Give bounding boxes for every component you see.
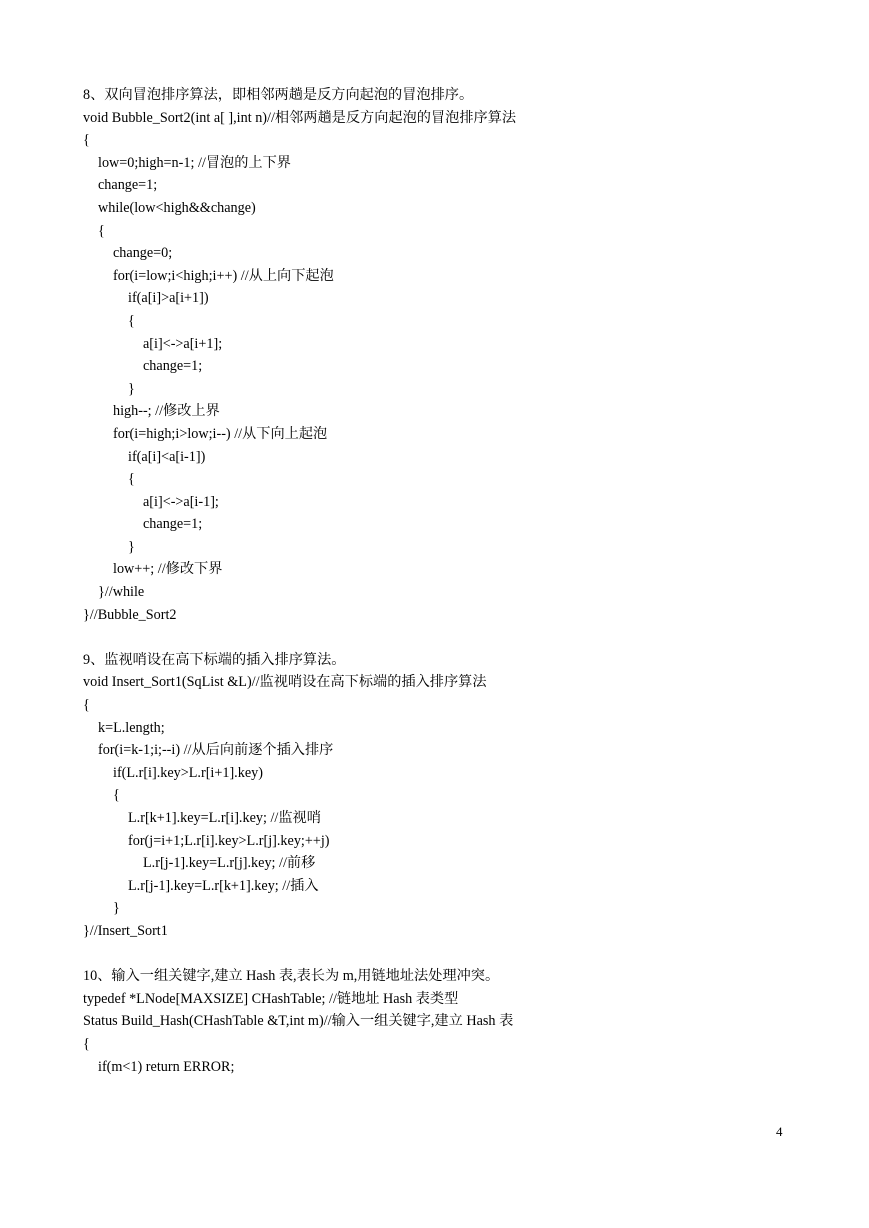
text-line: change=0;: [113, 245, 173, 262]
text-line: low=0;high=n-1; //冒泡的上下界: [98, 154, 291, 171]
text-line: 8、双向冒泡排序算法，即相邻两趟是反方向起泡的冒泡排序。: [83, 87, 474, 103]
text-line: 10、输入一组关键字,建立 Hash 表,表长为 m,用链地址法处理冲突。: [83, 968, 500, 985]
text-line: a[i]<->a[i-1];: [143, 493, 219, 510]
text-line: L.r[j-1].key=L.r[k+1].key; //插入: [128, 877, 319, 894]
text-line: void Insert_Sort1(SqList &L)//监视哨设在高下标端的插入排序算法: [83, 674, 487, 691]
text-line: if(L.r[i].key>L.r[i+1].key): [113, 764, 263, 781]
code-listing: [83, 84, 803, 1078]
text-line: low++; //修改下界: [113, 561, 223, 578]
text-line: for(i=low;i<high;i++) //从上向下起泡: [113, 267, 334, 284]
text-line: }//Insert_Sort1: [83, 922, 168, 939]
text-line: L.r[j-1].key=L.r[j].key; //前移: [143, 855, 316, 872]
text-line: L.r[k+1].key=L.r[i].key; //监视哨: [128, 810, 321, 826]
text-line: Status Build_Hash(CHashTable &T,int m)//输入一组关键字,建立 Hash 表: [83, 1013, 514, 1030]
text-line: {: [128, 471, 135, 488]
text-line: {: [83, 1035, 90, 1052]
text-line: if(a[i]<a[i-1]): [128, 448, 206, 465]
text-line: {: [83, 697, 90, 714]
text-line: }//while: [98, 584, 145, 601]
text-line: typedef *LNode[MAXSIZE] CHashTable; //链地址 Hash 表类型: [83, 990, 459, 1007]
text-line: }//Bubble_Sort2: [83, 606, 177, 623]
page-number: 4: [776, 1124, 783, 1139]
blank-line: [83, 943, 803, 966]
text-line: a[i]<->a[i+1];: [143, 335, 223, 352]
text-line: }: [128, 538, 135, 555]
text-line: for(i=high;i>low;i--) //从下向上起泡: [113, 425, 328, 442]
text-line: if(a[i]>a[i+1]): [128, 290, 209, 307]
text-line: if(m<1) return ERROR;: [98, 1058, 235, 1075]
text-line: 9、监视哨设在高下标端的插入排序算法。: [83, 651, 346, 668]
text-line: }: [128, 380, 135, 397]
blank-line: [83, 626, 803, 649]
text-line: change=1;: [143, 358, 203, 375]
text-line: high--; //修改上界: [113, 403, 220, 420]
text-line: void Bubble_Sort2(int a[ ],int n)//相邻两趟是反方向起泡的冒泡排序算法: [83, 109, 517, 126]
text-line: for(i=k-1;i;--i) //从后向前逐个插入排序: [98, 742, 334, 759]
text-line: {: [128, 312, 135, 329]
text-line: change=1;: [98, 177, 158, 194]
text-line: {: [98, 222, 105, 239]
text-line: for(j=i+1;L.r[i].key>L.r[j].key;++j): [128, 832, 330, 849]
text-line: }: [113, 900, 120, 917]
text-line: k=L.length;: [98, 719, 165, 736]
text-line: {: [113, 787, 120, 804]
text-line: {: [83, 132, 90, 149]
text-line: change=1;: [143, 516, 203, 533]
text-line: while(low<high&&change): [98, 199, 256, 216]
